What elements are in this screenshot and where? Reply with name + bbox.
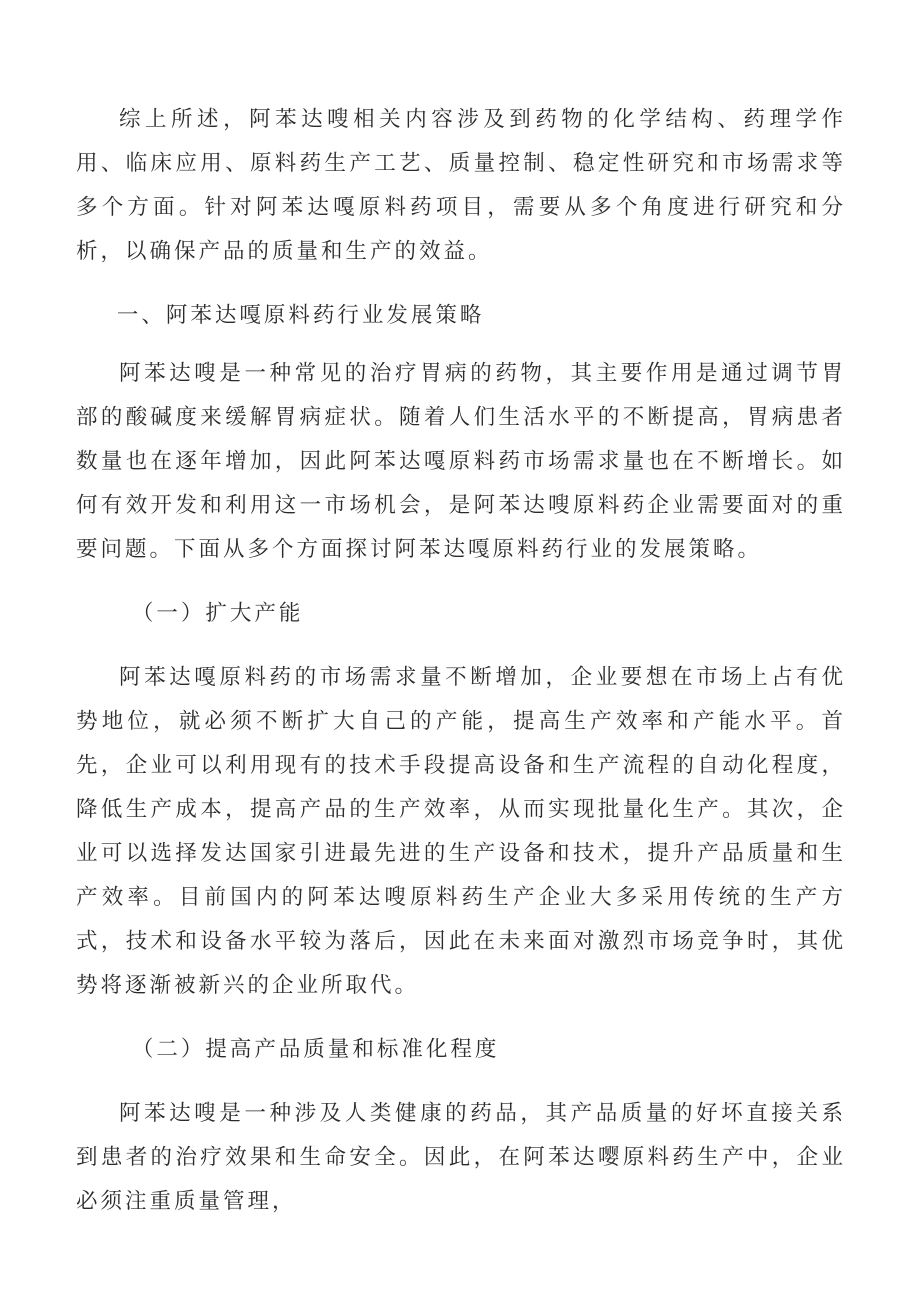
- spacer: [76, 1072, 846, 1092]
- section-intro-paragraph: 阿苯达嗖是一种常见的治疗胃病的药物，其主要作用是通过调节胃部的酸碱度来缓解胃病症状。随着人们生活水平的不断提高，胃病患者数量也在逐年增加，因此阿苯达嘎原料药市场需求量也在不断增长。如何有效开发和利用这一市场机会，是阿苯达嗖原料药企业需要面对的重要问题。下面从多个方面探讨阿苯达嘎原料药行业的发展策略。: [76, 361, 846, 562]
- section-heading-development-strategy: 一、阿苯达嘎原料药行业发展策略: [116, 303, 485, 328]
- spacer: [76, 274, 846, 294]
- document-body: [76, 98, 846, 1224]
- spacer: [76, 572, 846, 592]
- subsection-heading-expand-capacity: （一）扩大产能: [131, 601, 304, 626]
- summary-paragraph: 综上所述，阿苯达嗖相关内容涉及到药物的化学结构、药理学作用、临床应用、原料药生产工艺、质量控制、稳定性研究和市场需求等多个方面。针对阿苯达嘎原料药项目，需要从多个角度进行研究和分析，以确保产品的质量和生产的效益。: [76, 107, 846, 264]
- spacer: [76, 636, 846, 656]
- spacer: [76, 338, 846, 352]
- subsection-heading-quality-standardization: （二）提高产品质量和标准化程度: [131, 1037, 500, 1062]
- quality-standardization-paragraph: 阿苯达嗖是一种涉及人类健康的药品，其产品质量的好坏直接关系到患者的治疗效果和生命安全。因此，在阿苯达嘤原料药生产中，企业必须注重质量管理，: [76, 1101, 846, 1214]
- expand-capacity-paragraph: 阿苯达嘎原料药的市场需求量不断增加，企业要想在市场上占有优势地位，就必须不断扩大自己的产能，提高生产效率和产能水平。首先，企业可以利用现有的技术手段提高设备和生产流程的自动化程度，降低生产成本，提高产品的生产效率，从而实现批量化生产。其次，企业可以选择发达国家引进最先进的生产设备和技术，提升产品质量和生产效率。目前国内的阿苯达嗖原料药生产企业大多采用传统的生产方式，技术和设备水平较为落后，因此在未来面对激烈市场竞争时，其优势将逐渐被新兴的企业所取代。: [76, 665, 846, 998]
- spacer: [76, 1008, 846, 1028]
